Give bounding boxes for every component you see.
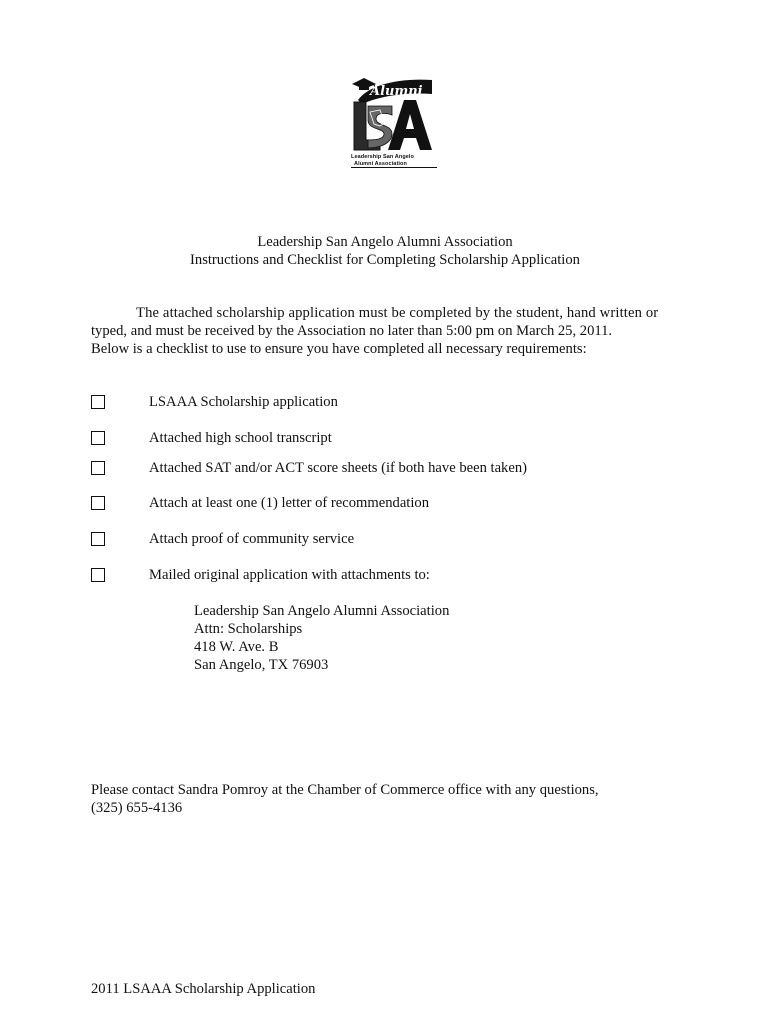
logo-caption: [351, 154, 441, 167]
checklist-item[interactable]: [0, 461, 770, 481]
checkbox[interactable]: [91, 461, 105, 475]
logo-script: Alumni: [370, 84, 423, 99]
intro-line-2: typed, and must be received by the Association no later than 5:00 pm on March 25, 2011.: [91, 323, 613, 339]
checklist-item-label: Attached high school transcript: [149, 430, 332, 446]
checklist-item[interactable]: [0, 395, 770, 415]
contact-phone: (325) 655-4136: [91, 800, 183, 816]
checkbox[interactable]: [91, 496, 105, 510]
logo-caption-line1: Leadership San Angelo: [351, 154, 415, 160]
checklist-item[interactable]: [0, 431, 770, 451]
checklist-item-label: Attach proof of community service: [149, 531, 355, 547]
address-line-1: Leadership San Angelo Alumni Association: [194, 603, 450, 619]
document-subtitle: Instructions and Checklist for Completing Scholarship Application: [190, 252, 580, 268]
checklist-item-label: LSAAA Scholarship application: [149, 394, 338, 410]
checkbox[interactable]: [91, 395, 105, 409]
checkbox[interactable]: [91, 532, 105, 546]
contact-line-1: Please contact Sandra Pomroy at the Chamber of Commerce office with any questions,: [91, 782, 599, 798]
checkbox[interactable]: [91, 568, 105, 582]
logo-caption-line2: Alumni Association: [354, 160, 407, 167]
checklist-item[interactable]: [0, 568, 770, 588]
address-line-3: 418 W. Ave. B: [194, 639, 279, 655]
contact-info: [91, 781, 599, 817]
intro-line-3: Below is a checklist to use to ensure you have completed all necessary requirements:: [91, 341, 587, 357]
checklist-item-label: Mailed original application with attachments to:: [149, 567, 430, 583]
checkbox[interactable]: [91, 431, 105, 445]
page-footer: 2011 LSAAA Scholarship Application: [91, 981, 316, 997]
lsa-monogram-graphic: [340, 70, 440, 154]
lsaaa-logo: [340, 70, 440, 174]
checklist-item[interactable]: [0, 532, 770, 552]
logo-divider: [351, 167, 437, 168]
checklist-item-label: Attach at least one (1) letter of recommendation: [149, 495, 430, 511]
document-title: Leadership San Angelo Alumni Association: [257, 234, 513, 250]
address-line-2: Attn: Scholarships: [194, 621, 303, 637]
intro-line-1: The attached scholarship application must be completed by the student, hand written or: [136, 305, 659, 321]
intro-paragraph: [91, 304, 691, 358]
address-line-4: San Angelo, TX 76903: [194, 657, 329, 673]
checklist-item[interactable]: [0, 496, 770, 516]
checklist-item-label: Attached SAT and/or ACT score sheets (if both have been taken): [149, 460, 527, 476]
mailing-address: [194, 602, 449, 674]
